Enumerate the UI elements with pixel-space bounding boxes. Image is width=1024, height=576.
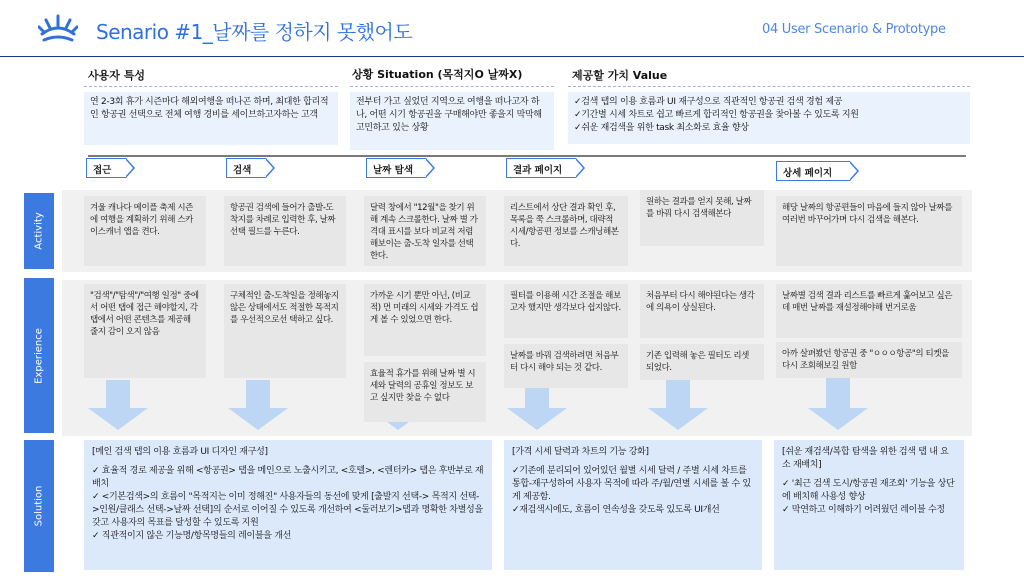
experience-card: 처음부터 다시 해야된다는 생각에 의욕이 상실된다. — [640, 284, 764, 338]
solution-title: [메인 검색 탭의 이용 흐름과 UI 디자인 재구성] — [92, 447, 268, 457]
solution-line: ✓재검색시에도, 흐름이 연속성을 갖도록 있도록 UI개선 — [512, 505, 720, 515]
experience-card: 아까 살펴봤던 항공권 중 "ㅇㅇㅇ항공"의 티켓을 다시 조회해보길 원함 — [776, 342, 962, 378]
activity-card: 해당 날짜의 항공편들이 마음에 들지 않아 날짜를 여러번 바꾸어가며 다시 검색을 해본다. — [776, 196, 962, 266]
experience-card: 가까운 시기 뿐만 아닌, (비교적) 먼 미래의 시세와 가격도 쉽게 볼 수 있었으면 한다. — [364, 284, 486, 356]
solution-card-main-search — [84, 440, 492, 570]
experience-card: 구체적인 출-도착일을 정해놓지 않은 상태에서도 적절한 목적지를 우선적으로선 택하고 싶다. — [224, 284, 346, 378]
divider — [568, 86, 970, 87]
user-heading: 사용자 특성 — [88, 69, 145, 82]
situation-heading: 상황 Situation (목적지O 날짜X) — [352, 68, 523, 81]
row-label-solution: Solution — [24, 440, 54, 572]
experience-card: 효율적 휴가를 위해 날짜 별 시세와 달력의 공휴일 정보도 보고 싶지만 찾을 수 없다 — [364, 362, 486, 422]
solution-line: ✓ '최근 검색 도시/항공권 재조회' 기능을 상단에 배치해 사용성 향상 — [782, 479, 955, 502]
logo-icon — [38, 14, 78, 44]
section-subtitle: 04 User Scenario & Prototype — [762, 22, 946, 37]
activity-card: 원하는 결과를 얻지 못해, 날짜를 바꿔 다시 검색해본다 — [640, 190, 764, 246]
header-rule — [0, 56, 1024, 57]
solution-title: [가격 시세 달력과 차트의 기능 강화] — [512, 447, 649, 457]
row-label-experience: Experience — [24, 278, 54, 433]
flow-arrow — [826, 376, 850, 408]
row-label-activity: Activity — [24, 193, 54, 269]
value-heading: 제공할 가치 Value — [572, 69, 668, 82]
value-list — [568, 92, 970, 144]
value-line: ✓검색 탭의 이용 흐름과 UI 재구성으로 직관적인 항공권 검색 경험 제공 — [574, 97, 843, 107]
experience-card: 날짜별 검색 결과 리스트를 빠르게 훑어보고 싶은데 매번 날짜를 재설정해야해 번거로움 — [776, 284, 962, 338]
stage-search: 검색 — [226, 158, 266, 178]
flow-arrow — [808, 408, 868, 430]
stage-date-explore: 날짜 탐색 — [366, 158, 426, 178]
flow-arrow — [106, 380, 130, 408]
solution-title: [쉬운 재검색/복합 탐색을 위한 검색 탭 내 요소 재배치] — [782, 447, 949, 470]
experience-card: 필터를 이용해 시간 조절을 해보고자 했지만 생각보다 쉽지않다. — [504, 284, 628, 338]
solution-line: ✓ 직관적이지 않은 기능명/항목명들의 레이블을 개선 — [92, 531, 292, 541]
activity-card: 달력 창에서 "12월"을 찾기 위해 계속 스크롤한다. 날짜 별 가격대 표시를 보다 비교적 저렴해보이는 출-도착 일자를 선택한다. — [364, 196, 486, 266]
stage-approach: 접근 — [86, 158, 126, 178]
stage-results: 결과 페이지 — [506, 158, 576, 178]
flow-arrow — [666, 380, 690, 408]
value-line: ✓쉬운 재검색을 위한 task 최소화로 효율 향상 — [574, 123, 749, 133]
flow-arrow — [525, 388, 549, 408]
experience-card: 날짜를 바꿔 검색하려면 처음부터 다시 해야 되는 것 같다. — [504, 344, 628, 388]
activity-card: 겨울 캐나다 메이플 축제 시즌에 여행을 계획하기 위해 스카이스캐너 앱을 켠다. — [84, 196, 206, 266]
stage-divider-line — [88, 155, 966, 157]
stage-detail: 상세 페이지 — [776, 161, 850, 181]
experience-card: 기존 입력해 놓은 필터도 리셋 되었다. — [640, 344, 764, 380]
activity-card: 리스트에서 상단 결과 확인 후, 목록을 쭉 스크롤하며, 대략적 시세/항공편 정보를 스캐닝해본다. — [504, 196, 628, 266]
experience-card: "검색"/"탐색"/"여행 일정" 중에서 어떤 탭에 접근 해야할지, 각 탭에서 어떤 콘텐츠를 제공해 줄지 감이 오지 않음 — [84, 284, 206, 378]
divider — [350, 86, 554, 87]
solution-line: ✓ 막연하고 이해하기 어려웠던 레이블 수정 — [782, 505, 945, 515]
page-title: Senario #1_날짜를 정하지 못했어도 — [96, 20, 413, 44]
flow-arrow — [246, 380, 270, 408]
user-description: 연 2-3회 휴가 시즌마다 해외여행을 떠나곤 하며, 최대한 합리적인 항공권 선택으로 전체 여행 경비를 세이브하고자하는 고객 — [84, 92, 338, 145]
value-line: ✓기간별 시세 차트로 쉽고 빠르게 합리적인 항공권을 찾아볼 수 있도록 지원 — [574, 110, 859, 120]
divider — [84, 86, 338, 87]
solution-line: ✓기존에 분리되어 있어있던 월별 시세 달력 / 주별 시세 차트를 통합-재구성하여 사용자 목적에 따라 주/월/연별 시세를 볼 수 있게 제공함. — [512, 466, 751, 502]
activity-card: 항공권 검색에 들어가 출발-도착지를 차례로 입력한 후, 날짜 선택 필드를 누른다. — [224, 196, 346, 266]
solution-card-research — [774, 440, 964, 570]
solution-line: ✓ 효율적 경로 제공을 위해 <항공권> 탭을 메인으로 노출시키고, <호텔>, <렌터카> 탭은 후반부로 재배치 — [92, 466, 484, 489]
flow-arrow — [507, 408, 567, 430]
flow-arrow — [88, 408, 148, 430]
situation-description: 전부터 가고 싶었던 지역으로 여행을 떠나고자 하나, 어떤 시기 항공권을 구매해야만 좋을지 막막해 고민하고 있는 상황 — [350, 92, 554, 150]
flow-arrow — [648, 408, 708, 430]
solution-card-price-calendar — [504, 440, 762, 570]
flow-arrow — [228, 408, 288, 430]
solution-line: ✓ <기본검색>의 흐름이 "목적지는 이미 정해진" 사용자들의 동선에 맞게 [출발지 선택-> 목적지 선택->인원/클래스 선택->날짜 선택]의 순서로 이어질 수 있도록 개선하여 <둘러보기>탭과 명확한 차별성을 갖고 사용자의 목표를 달성할 수 있도록 지원 — [92, 492, 483, 528]
